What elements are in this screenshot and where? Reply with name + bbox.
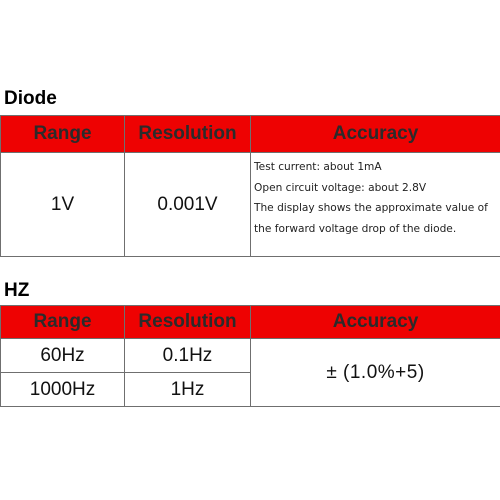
diode-spec-table bbox=[0, 115, 500, 257]
hz-header-row bbox=[1, 306, 500, 339]
diode-note-line: Open circuit voltage: about 2.8V bbox=[254, 181, 427, 194]
diode-resolution-cell: 0.001V bbox=[125, 153, 251, 257]
diode-data-row bbox=[1, 153, 500, 257]
hz-range-cell: 1000Hz bbox=[1, 373, 125, 407]
diode-note-line: the forward voltage drop of the diode. bbox=[254, 222, 457, 235]
hz-accuracy-cell: ± (1.0%+5) bbox=[251, 339, 500, 407]
hz-header-accuracy: Accuracy bbox=[251, 306, 500, 339]
diode-header-row bbox=[1, 116, 500, 153]
hz-range-cell: 60Hz bbox=[1, 339, 125, 373]
hz-spec-table bbox=[0, 305, 500, 407]
diode-header-accuracy: Accuracy bbox=[251, 116, 500, 153]
diode-note-line: The display shows the approximate value of bbox=[254, 202, 488, 214]
hz-resolution-cell: 1Hz bbox=[125, 373, 251, 407]
hz-resolution-cell: 0.1Hz bbox=[125, 339, 251, 373]
hz-header-range: Range bbox=[1, 306, 125, 339]
hz-section-title: HZ bbox=[4, 280, 30, 301]
diode-range-cell: 1V bbox=[1, 153, 125, 257]
diode-header-resolution: Resolution bbox=[125, 116, 251, 153]
hz-header-resolution: Resolution bbox=[125, 306, 251, 339]
diode-header-range: Range bbox=[1, 116, 125, 153]
hz-data-row bbox=[1, 339, 500, 373]
diode-accuracy-notes bbox=[251, 153, 500, 257]
diode-note-line: Test current: about 1mA bbox=[254, 161, 382, 173]
diode-section-title: Diode bbox=[4, 88, 57, 109]
